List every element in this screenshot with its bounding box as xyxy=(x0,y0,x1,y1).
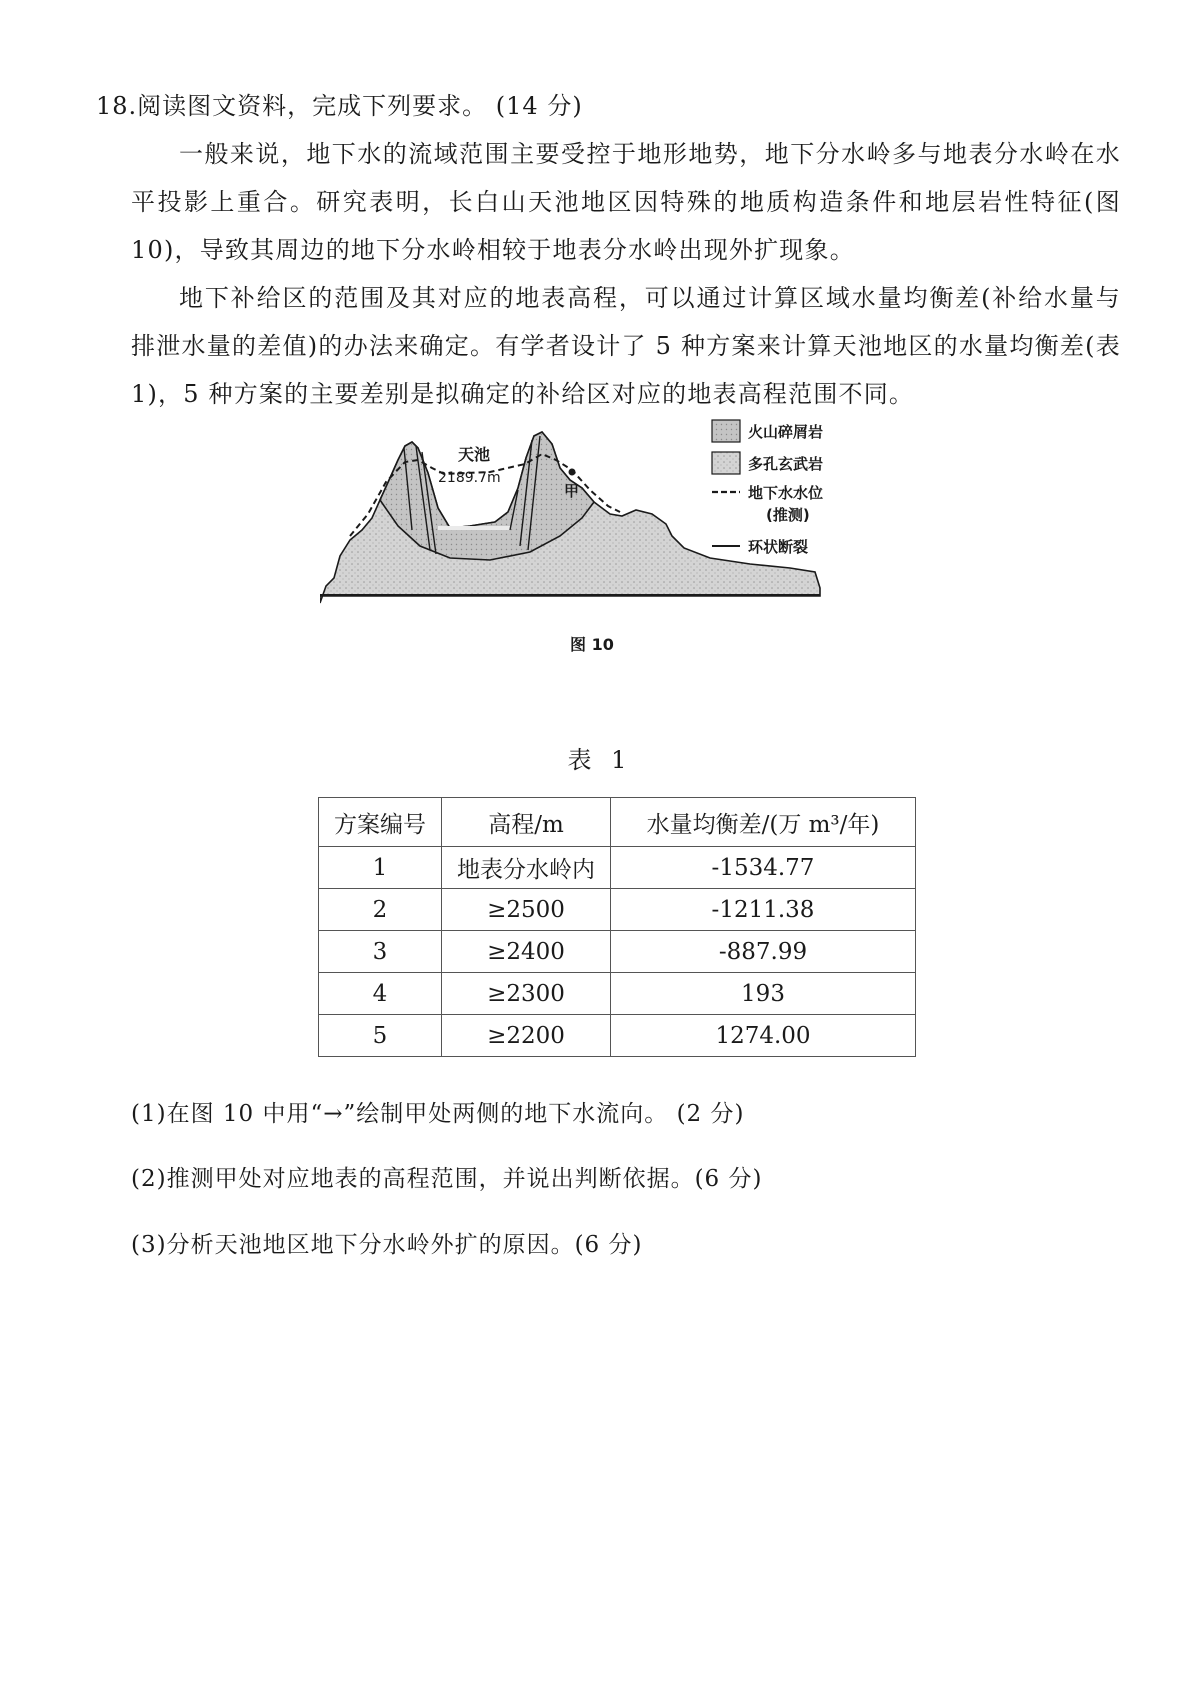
figure-caption: 图 10 xyxy=(570,635,614,654)
table-cell: -1211.38 xyxy=(611,889,916,931)
table-row xyxy=(319,973,916,1015)
figure-10 xyxy=(320,418,880,718)
table-caption: 表 1 xyxy=(567,746,633,774)
table-row xyxy=(319,1015,916,1057)
table-cell: 1274.00 xyxy=(611,1015,916,1057)
table-cell: 5 xyxy=(319,1015,442,1057)
table-cell: 3 xyxy=(319,931,442,973)
lake-elevation-label: 2189.7m xyxy=(438,470,501,486)
legend-water-table-label: 地下水水位 xyxy=(748,484,824,502)
sub-question-2: (2)推测甲处对应地表的高程范围，并说出判断依据。(6 分) xyxy=(131,1166,763,1192)
table-cell: 地表分水岭内 xyxy=(442,847,611,889)
intro-paragraph-2: 地下补给区的范围及其对应的地表高程，可以通过计算区域水量均衡差(补给水量与排泄水量的差值)的办法来确定。有学者设计了 5 种方案来计算天池地区的水量均衡差(表 1)，5 种方案的主要差别是拟确定的补给区对应的地表高程范围不同。 xyxy=(131,284,1121,408)
table-cell: 4 xyxy=(319,973,442,1015)
table-header-cell: 水量均衡差/(万 m³/年) xyxy=(611,798,916,847)
table-row xyxy=(319,847,916,889)
table-cell: -1534.77 xyxy=(611,847,916,889)
legend-ring-fault-label: 环状断裂 xyxy=(748,538,809,556)
table-row xyxy=(319,931,916,973)
legend-basalt-label: 多孔玄武岩 xyxy=(748,455,824,473)
point-jia-label: 甲 xyxy=(564,482,580,500)
water-balance-table xyxy=(318,797,916,1057)
cross-section-diagram xyxy=(320,418,880,718)
point-jia-marker xyxy=(569,469,576,476)
legend xyxy=(712,420,823,556)
table-cell: -887.99 xyxy=(611,931,916,973)
table-cell: 193 xyxy=(611,973,916,1015)
table-header-cell: 方案编号 xyxy=(319,798,442,847)
sub-question-1: (1)在图 10 中用“→”绘制甲处两侧的地下水流向。 (2 分) xyxy=(131,1101,745,1127)
lake-name-label: 天池 xyxy=(458,445,491,464)
table-cell: 1 xyxy=(319,847,442,889)
table-cell: ≥2400 xyxy=(442,931,611,973)
table-cell: 2 xyxy=(319,889,442,931)
tianchi-lake xyxy=(438,526,510,530)
legend-water-table-note: (推测) xyxy=(766,506,810,524)
table-cell: ≥2300 xyxy=(442,973,611,1015)
question-header: 18.阅读图文资料，完成下列要求。 (14 分) xyxy=(96,92,583,120)
intro-paragraph-1: 一般来说，地下水的流域范围主要受控于地形地势，地下分水岭多与地表分水岭在水平投影上重合。研究表明，长白山天池地区因特殊的地质构造条件和地层岩性特征(图 10)，导致其周边的地下分水岭相较于地表分水岭出现外扩现象。 xyxy=(131,140,1121,264)
table-header-row xyxy=(319,798,916,847)
legend-swatch-basalt xyxy=(712,452,740,474)
legend-swatch-volcanic xyxy=(712,420,740,442)
sub-question-3: (3)分析天池地区地下分水岭外扩的原因。(6 分) xyxy=(131,1232,643,1258)
table-row xyxy=(319,889,916,931)
table-cell: ≥2500 xyxy=(442,889,611,931)
legend-volcanic-label: 火山碎屑岩 xyxy=(748,423,824,441)
terrain-base xyxy=(320,594,820,596)
table-header-cell: 高程/m xyxy=(442,798,611,847)
table-cell: ≥2200 xyxy=(442,1015,611,1057)
